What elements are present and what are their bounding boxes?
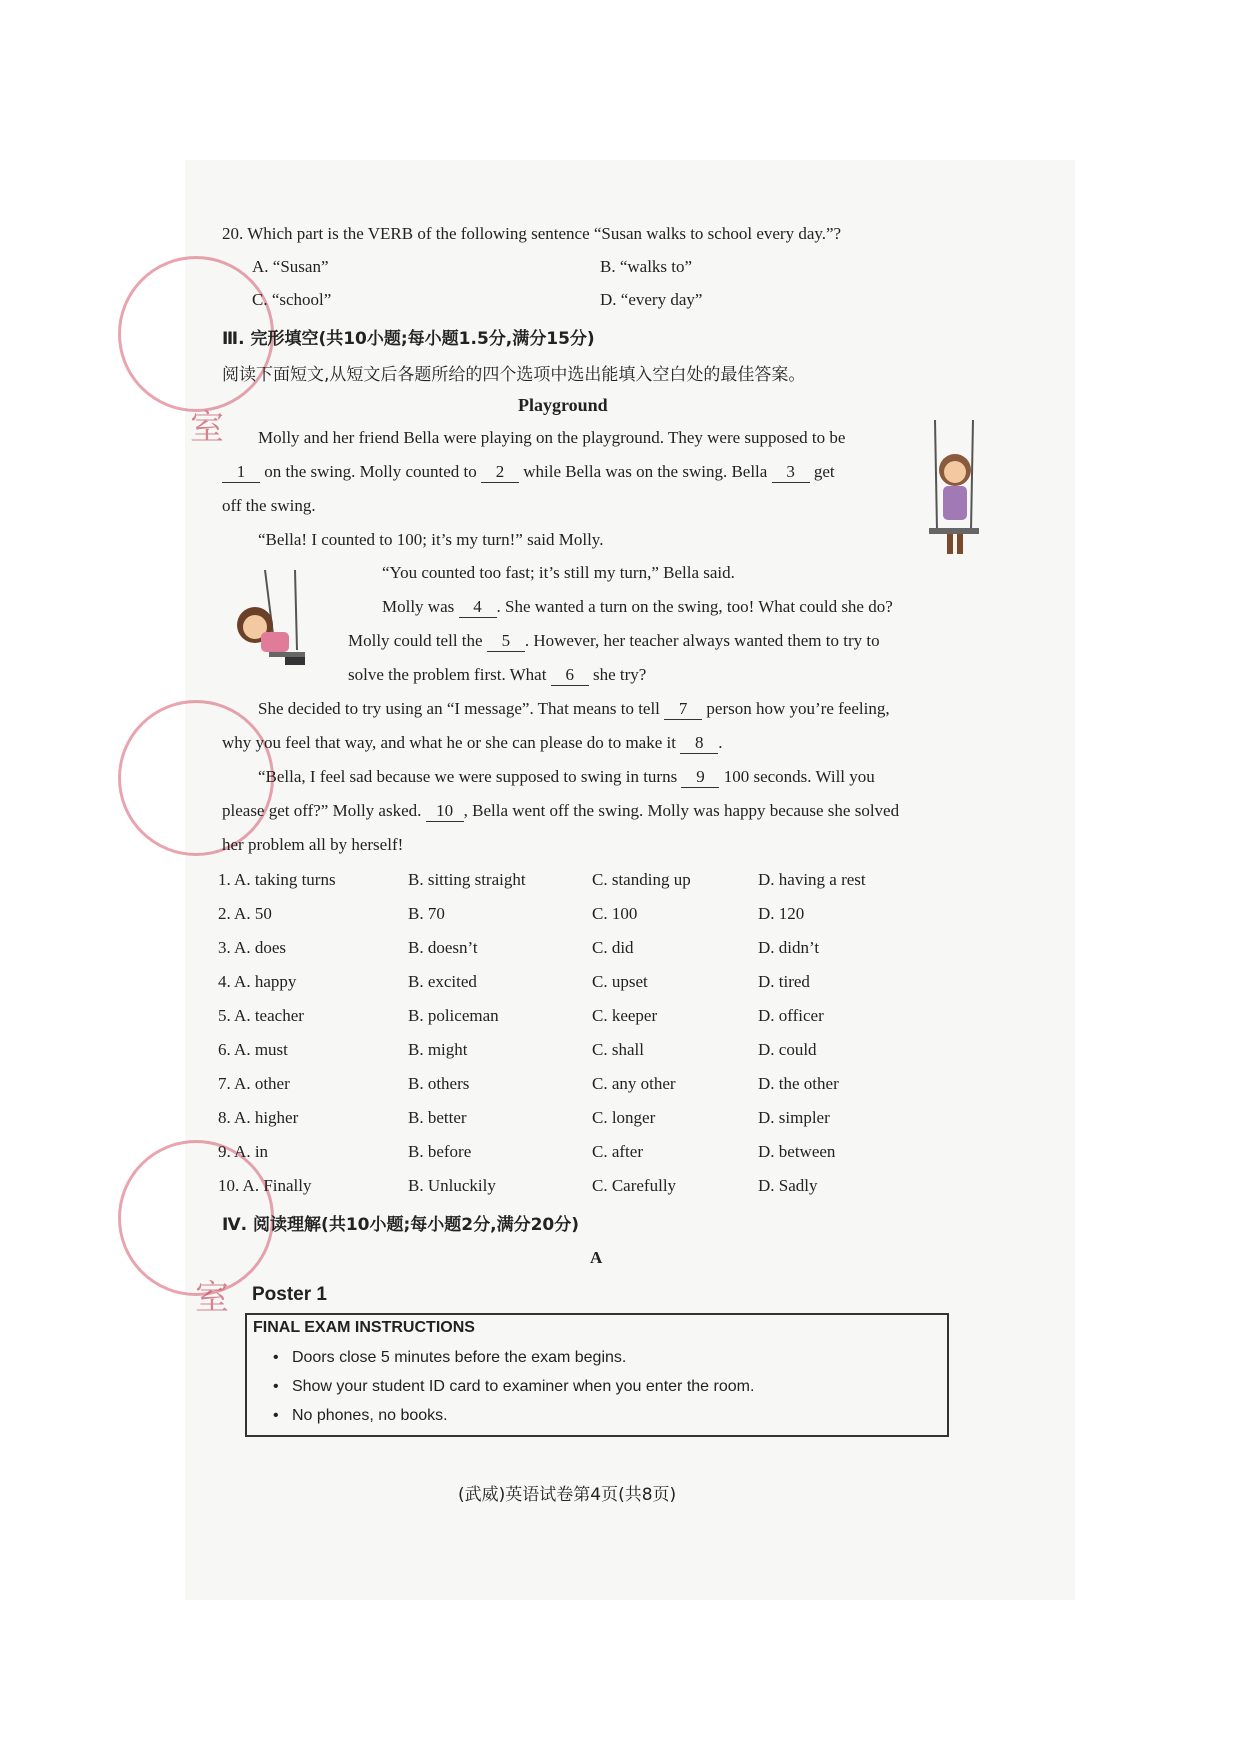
blank-9: 9: [681, 767, 719, 788]
choice-6-a: 6. A. must: [218, 1040, 288, 1059]
stamp-char-top: 室: [190, 408, 224, 448]
poster-item-1: • Doors close 5 minutes before the exam begins.: [273, 1349, 627, 1366]
choice-9-b: B. before: [408, 1142, 472, 1161]
choice-8-d: D. simpler: [758, 1108, 830, 1127]
poster-item-2: • Show your student ID card to examiner when you enter the room.: [273, 1378, 755, 1395]
choice-10-b: B. Unluckily: [408, 1176, 496, 1195]
choice-10-a: 10. A. Finally: [218, 1176, 312, 1195]
poster-title: FINAL EXAM INSTRUCTIONS: [253, 1319, 475, 1336]
choice-8-c: C. longer: [592, 1108, 656, 1127]
bullet-icon: •: [273, 1378, 292, 1395]
choice-7-a: 7. A. other: [218, 1074, 290, 1093]
choice-2-a: 2. A. 50: [218, 904, 272, 923]
bullet-icon: •: [273, 1407, 292, 1424]
choice-7-c: C. any other: [592, 1074, 676, 1093]
blank-8: 8: [680, 733, 718, 754]
bullet-icon: •: [273, 1349, 292, 1366]
choice-2-d: D. 120: [758, 904, 805, 923]
section-3-instruction: 阅读下面短文,从短文后各题所给的四个选项中选出能填入空白处的最佳答案。: [222, 365, 806, 385]
blank-2: 2: [481, 462, 519, 483]
q20-option-d: D. “every day”: [600, 290, 703, 309]
section-4-heading: Ⅳ. 阅读理解(共10小题;每小题2分,满分20分): [222, 1215, 579, 1235]
choice-1-d: D. having a rest: [758, 870, 866, 889]
blank-6: 6: [551, 665, 589, 686]
passage-line-13: her problem all by herself!: [222, 835, 404, 854]
choice-4-a: 4. A. happy: [218, 972, 297, 991]
choice-7-d: D. the other: [758, 1074, 839, 1093]
choice-1-a: 1. A. taking turns: [218, 870, 336, 889]
choice-3-c: C. did: [592, 938, 634, 957]
blank-10: 10: [426, 801, 464, 822]
passage-line-3: off the swing.: [222, 496, 316, 515]
passage-line-2: 1 on the swing. Molly counted to 2 while Bella was on the swing. Bella 3 get: [222, 462, 835, 483]
passage-line-1: Molly and her friend Bella were playing on the playground. They were supposed to be: [258, 428, 846, 447]
passage-title: Playground: [518, 395, 608, 415]
poster-box: [245, 1313, 949, 1437]
poster-label: Poster 1: [252, 1284, 327, 1305]
choice-9-a: 9. A. in: [218, 1142, 269, 1161]
q20-option-b: B. “walks to”: [600, 257, 693, 276]
passage-line-9: She decided to try using an “I message”. That means to tell 7 person how you’re feeling,: [258, 699, 890, 718]
choice-2-b: B. 70: [408, 904, 445, 923]
poster-item-3: • No phones, no books.: [273, 1407, 448, 1424]
choice-10-d: D. Sadly: [758, 1176, 818, 1195]
blank-4: 4: [459, 597, 497, 618]
choice-7-b: B. others: [408, 1074, 470, 1093]
choice-5-d: D. officer: [758, 1006, 824, 1025]
blank-3: 3: [772, 462, 810, 483]
passage-line-4: “Bella! I counted to 100; it’s my turn!” said Molly.: [258, 530, 604, 549]
choice-1-b: B. sitting straight: [408, 870, 526, 889]
choice-6-b: B. might: [408, 1040, 468, 1059]
choice-1-c: C. standing up: [592, 870, 691, 889]
passage-line-12: please get off?” Molly asked. 10 , Bella went off the swing. Molly was happy because she solved: [222, 801, 900, 820]
choice-4-b: B. excited: [408, 972, 477, 991]
stamp-middle: [118, 700, 274, 856]
page-footer: (武威)英语试卷第4页(共8页): [458, 1485, 677, 1505]
choice-6-c: C. shall: [592, 1040, 644, 1059]
choice-3-a: 3. A. does: [218, 938, 286, 957]
girl-on-swing-left-icon: [225, 570, 315, 680]
choice-6-d: D. could: [758, 1040, 817, 1059]
choice-5-b: B. policeman: [408, 1006, 499, 1025]
choice-3-b: B. doesn’t: [408, 938, 478, 957]
choice-9-c: C. after: [592, 1142, 643, 1161]
section-4-part: A: [590, 1248, 603, 1267]
passage-line-11: “Bella, I feel sad because we were supposed to swing in turns 9 100 seconds. Will you: [258, 767, 875, 786]
girl-on-swing-right-icon: [915, 420, 995, 560]
stamp-char-bottom: 室: [195, 1278, 229, 1318]
choice-5-c: C. keeper: [592, 1006, 658, 1025]
passage-line-10: why you feel that way, and what he or she can please do to make it 8 .: [222, 733, 723, 752]
choice-4-d: D. tired: [758, 972, 810, 991]
choice-3-d: D. didn’t: [758, 938, 820, 957]
choice-8-b: B. better: [408, 1108, 467, 1127]
blank-1: 1: [222, 462, 260, 483]
question-20: 20. Which part is the VERB of the following sentence “Susan walks to school every day.”?: [222, 224, 842, 243]
passage-line-6: Molly was 4 . She wanted a turn on the swing, too! What could she do?: [382, 597, 893, 616]
choice-4-c: C. upset: [592, 972, 648, 991]
passage-line-7: Molly could tell the 5 . However, her teacher always wanted them to try to: [348, 631, 880, 650]
choice-9-d: D. between: [758, 1142, 836, 1161]
choice-10-c: C. Carefully: [592, 1176, 677, 1195]
q20-option-a: A. “Susan”: [252, 257, 329, 276]
q20-option-c: C. “school”: [252, 290, 332, 309]
choice-5-a: 5. A. teacher: [218, 1006, 304, 1025]
blank-5: 5: [487, 631, 525, 652]
choice-8-a: 8. A. higher: [218, 1108, 299, 1127]
blank-7: 7: [664, 699, 702, 720]
choice-2-c: C. 100: [592, 904, 638, 923]
passage-line-8: solve the problem first. What 6 she try?: [348, 665, 647, 684]
passage-line-5: “You counted too fast; it’s still my turn,” Bella said.: [382, 563, 735, 582]
section-3-heading: Ⅲ. 完形填空(共10小题;每小题1.5分,满分15分): [222, 329, 595, 349]
